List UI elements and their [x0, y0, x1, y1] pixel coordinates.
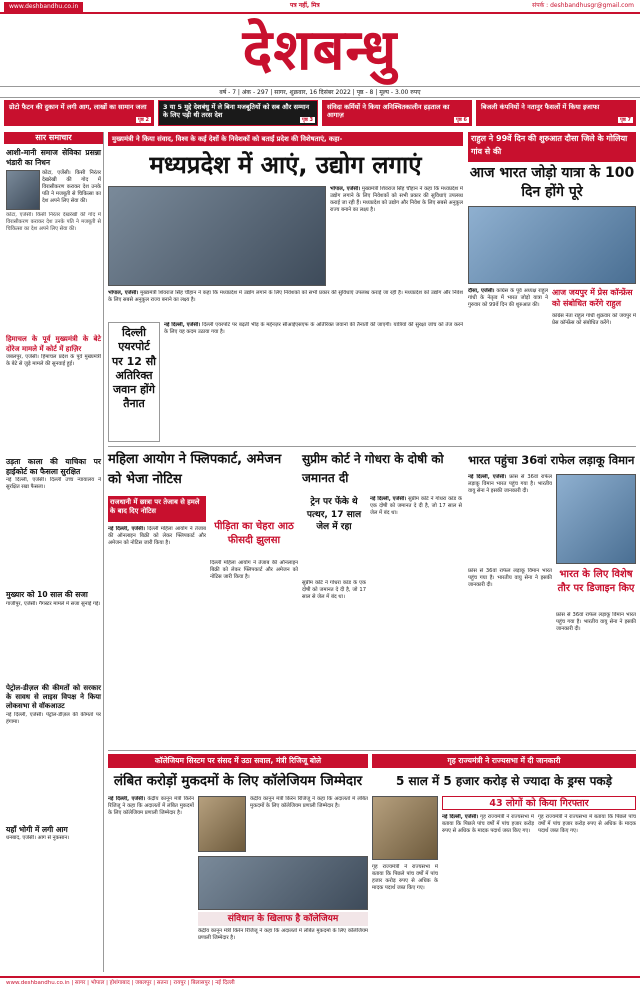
rahul-body-text: कांग्रेस के पूर्व अध्यक्ष राहुल गांधी के नेतृत्व में भारत जोड़ो यात्रा ने गुरुवार को 99वें दिन की शुरुआत की। [468, 288, 548, 309]
flipkart-body-text: दिल्ली महिला आयोग ने तेजाब की ऑनलाइन बिक्री को लेकर फ्लिपकार्ट और अमेजन को नोटिस जारी किया है। [108, 526, 206, 547]
collegium-sub: संविधान के खिलाफ है कॉलेजियम [198, 912, 368, 926]
drugs-headline[interactable]: 5 साल में 5 हजार करोड़ से ज्यादा के ड्रग्स पकड़े [395, 774, 613, 788]
lead-kicker: मुख्यमंत्री ने किया संवाद, विश्व के कई देशों के निवेशकों को बताईं प्रदेश की विशेषताएं, कहा- [108, 132, 463, 146]
masthead-title: देशबन्धु [242, 17, 398, 83]
strip-4[interactable] [476, 100, 636, 126]
airport-body [164, 322, 463, 442]
brief-body-2: जबलपुर, एजेंसी। हिमाचल प्रदेश के पूर्व मुख्यमंत्री के बेटे से जुड़े मामले की सुनवाई हुई। [6, 354, 101, 368]
godhra-body-text: सुप्रीम कोर्ट ने गोधरा कांड के एक दोषी को जमानत दे दी है, जो 17 साल से जेल में बंद था। [370, 496, 462, 517]
collegium-body [108, 796, 194, 972]
drugs-body-2: गृह राज्यमंत्री ने राज्यसभा में बताया कि पिछले पांच वर्षों में पांच हजार करोड़ रुपए से अधिक के मादक पदार्थ जब्त किए गए। [538, 814, 636, 835]
minister-photo [198, 796, 246, 852]
rahul-headline[interactable]: आज भारत जोड़ो यात्रा के 100 दिन होंगे पूरे [469, 165, 635, 200]
brief-body-6: धनबाद, एजेंसी। आग से नुकसान। [6, 834, 70, 841]
drugs-photo [372, 796, 438, 860]
lead-photo [108, 186, 326, 286]
collegium-kicker: कॉलेजियम सिस्टम पर संसद में उठा सवाल, मंत्री रिजिजू बोले [108, 754, 368, 768]
rafale-headline[interactable]: भारत पहुंचा 36वां राफेल लड़ाकू विमान [468, 453, 635, 467]
collegium-body-text: केंद्रीय कानून मंत्री किरेन रिजिजू ने कहा कि अदालतों में लंबित मुकदमों के लिए कॉलेजियम प्रणाली जिम्मेदार है। [108, 796, 194, 817]
strip-4-page: पृष्ठ 7 [619, 116, 631, 123]
drugs-body-3: गृह राज्यमंत्री ने राज्यसभा में बताया कि पिछले पांच वर्षों में पांच हजार करोड़ रुपए से अधिक के मादक पदार्थ जब्त किए गए। [372, 864, 438, 892]
strip-1-text: ग्रोटो फैटन की दुकान में लगी आग, लाखों का सामान जला [9, 103, 147, 111]
collegium-body-2: केंद्रीय कानून मंत्री किरेन रिजिजू ने कहा कि अदालतों में लंबित मुकदमों के लिए कॉलेजियम प्रणाली जिम्मेदार है। [250, 796, 368, 810]
contact-email[interactable]: संपर्क : deshbandhusgr@gmail.com [532, 2, 634, 9]
godhra-headline[interactable]: सुप्रीम कोर्ट ने गोधरा के दोषी को जमानत दी [302, 452, 444, 486]
section-header: सार समाचार [4, 132, 103, 144]
portrait-photo [6, 170, 40, 210]
flipkart-sub2: पीड़िता का चेहरा आठ फीसदी झुलसा [214, 521, 294, 546]
drugs-kicker: गृह राज्यमंत्री ने राज्यसभा में दी जानकारी [372, 754, 636, 768]
airport-body-text: दिल्ली एयरपोर्ट पर बढ़ती भीड़ के मद्देनज़र सीआईएसएफ के अतिरिक्त जवानों की तैनाती की जाएगी। यात्रियों की सुरक्षा जांच को तेज करने के लिए यह कदम उठाया गया है। [164, 322, 463, 336]
brief-headline-4[interactable]: मुख्यार को 10 साल की सजा [6, 590, 88, 600]
brief-body-3: नई दिल्ली, एजेंसी। दिल्ली उच्च न्यायालय ने सुरक्षित रखा फैसला। [6, 477, 101, 491]
flipkart-body-2: दिल्ली महिला आयोग ने तेजाब की ऑनलाइन बिक्री को लेकर फ्लिपकार्ट और अमेजन को नोटिस जारी किया है। [210, 560, 298, 581]
tagline: पत्र नहीं, मित्र [290, 2, 320, 9]
collegium-dateline: नई दिल्ली, एजेंसी। [108, 796, 146, 802]
lead-dateline: भोपाल, एजेंसी। [108, 290, 139, 296]
drugs-sub: 43 लोगों को किया गिरफ्तार [442, 796, 636, 810]
flipkart-dateline: नई दिल्ली, एजेंसी। [108, 526, 145, 532]
airport-side-headline[interactable]: दिल्ली एयरपोर्ट पर 12 सौ अतिरिक्त जवान होंगे तैनात [108, 322, 160, 442]
lead-dateline-2: भोपाल, एजेंसी। [330, 186, 361, 192]
lead-body [108, 290, 463, 318]
rafale-photo [556, 474, 636, 564]
collegium-body-3: केंद्रीय कानून मंत्री किरेन रिजिजू ने कहा कि अदालतों में लंबित मुकदमों के लिए कॉलेजियम प्रणाली जिम्मेदार है। [198, 928, 368, 942]
godhra-side: ट्रेन पर फेंके थे पत्थर, 17 साल जेल में रहा [306, 497, 362, 533]
divider-2 [108, 750, 636, 751]
rafale-body-2: फ्रांस से 36वां राफेल लड़ाकू विमान भारत पहुंच गया है। भारतीय वायु सेना ने इसकी जानकारी दी। [468, 568, 552, 589]
rahul-dateline: दौसा, एजेंसी। [468, 288, 495, 294]
flipkart-sub1: राजधानी में छात्रा पर तेजाब से हमले के बाद दिए नोटिस [108, 496, 206, 522]
website-link[interactable]: www.deshbandhu.co.in [4, 2, 83, 12]
rahul-kicker: राहुल ने 99वें दिन की शुरुआत दौसा जिले के गोलिया गांव से की [468, 132, 636, 162]
brief-body-1: कोटा, एजेंसी। किसी निरंतर देखरेखी की गोद में विरासीकरण कराकर देश उनके पति ने मजबूती से चिकित्सा का देश अपने लिए सेवा की। [42, 170, 101, 205]
strip-3-text: संविदा कर्मियों ने किया अनिश्चितकालीन हड़ताल का आगाज़ [327, 103, 450, 120]
footer: www.deshbandhu.co.in | सागर | भोपाल | होशंगाबाद | जबलपुर | सतना | रायपुर | बिलासपुर | नई दिल्ली [0, 976, 640, 989]
brief-headline-6[interactable]: यहाँ भोगी में लगी आग [6, 824, 68, 834]
strip-2[interactable] [158, 100, 318, 126]
lead-body-right [330, 186, 463, 286]
brief-headline-2[interactable]: हिमाचल के पूर्व मुख्यमंत्री के बेटे दोरेज मामले में कोर्ट में हाज़िर [6, 335, 101, 353]
strip-3-page: पृष्ठ 6 [455, 116, 467, 123]
jaipur-body: कांग्रेस नेता राहुल गांधी शुक्रवार को जयपुर में प्रेस कॉन्फ्रेंस को संबोधित करेंगे। [552, 312, 636, 326]
jaipur-headline[interactable]: आज जयपुर में प्रेस कॉन्फ्रेंस को संबोधित करेंगे राहुल [552, 288, 633, 308]
left-column [4, 132, 104, 972]
strip-2-page: पृष्ठ 3 [301, 116, 313, 123]
flipkart-headline[interactable]: महिला आयोग ने फ्लिपकार्ट, अमेजन को भेजा नोटिस [108, 452, 282, 487]
collegium-headline[interactable]: लंबित करोड़ों मुकदमों के लिए कॉलेजियम जिम्मेदार [113, 773, 363, 789]
brief-headline-5[interactable]: पेट्रोल-डीज़ल की कीमतों को सरकार के सावध से लाइस विपक्ष ने किया लोकसभा से वॉकआउट [6, 683, 101, 711]
jaipur-box [552, 288, 636, 438]
brief-headline-1[interactable]: आशी-मानी समाज सेविका प्रसन्ना भंडारी का निधन [6, 148, 101, 168]
strip-3[interactable] [322, 100, 472, 126]
brief-body-4: गाजीपुर, एजेंसी। गैंगस्टर मामले में सजा सुनाई गई। [6, 600, 101, 607]
rafale-body-text: फ्रांस से 36वां राफेल लड़ाकू विमान भारत पहुंच गया है। भारतीय वायु सेना ने इसकी जानकारी दी। [468, 474, 552, 495]
rafale-dateline: नई दिल्ली, एजेंसी। [468, 474, 507, 480]
top-bar [0, 0, 640, 14]
strip-1[interactable] [4, 100, 154, 126]
airport-dateline: नई दिल्ली, एजेंसी। [164, 322, 201, 328]
strip-4-text: बिजली कंपनियों ने नतानुर फैसलों में किया इजाफा [481, 103, 600, 111]
flipkart-body [108, 526, 206, 746]
strip-1-page: पृष्ठ 2 [137, 116, 149, 123]
godhra-body-2: सुप्रीम कोर्ट ने गोधरा कांड के एक दोषी को जमानत दे दी है, जो 17 साल से जेल में बंद था। [302, 580, 366, 601]
godhra-dateline: नई दिल्ली, एजेंसी। [370, 496, 407, 502]
godhra-body [370, 496, 462, 746]
lead-headline[interactable]: मध्यप्रदेश में आएं, उद्योग लगाएं [149, 151, 422, 179]
parliament-photo [198, 856, 368, 910]
lead-body-2: मुख्यमंत्री शिवराज सिंह चौहान ने कहा कि मध्यप्रदेश में उद्योग लगाने के लिए निवेशकों को सभी प्रकार की सुविधाएं उपलब्ध कराई जा रही हैं। मध्यप्रदेश को उद्योग और निवेश के लिए सबसे अनुकूल राज्य बनाने का लक्ष्य है। [330, 186, 463, 214]
strip-2-text: 3 या 5 मुद्दे देशबंधु में ले बिना मजबूतियों को सब और सम्मान के लिए पड़ी थी तरस देश [163, 103, 310, 120]
drugs-dateline: नई दिल्ली, एजेंसी। [442, 814, 479, 820]
drugs-body [442, 814, 534, 972]
rahul-body [468, 288, 548, 438]
lead-body-text: मुख्यमंत्री शिवराज सिंह चौहान ने कहा कि मध्यप्रदेश में उद्योग लगाने के लिए निवेशकों को सभी प्रकार की सुविधाएं उपलब्ध कराई जा रही हैं। मध्यप्रदेश को उद्योग और निवेश के लिए सबसे अनुकूल राज्य बनाने का लक्ष्य है। [108, 290, 463, 304]
rafale-body-3: फ्रांस से 36वां राफेल लड़ाकू विमान भारत पहुंच गया है। भारतीय वायु सेना ने इसकी जानकारी दी। [556, 612, 636, 633]
brief-body-5: नई दिल्ली, एजेंसी। पेट्रोल-डीज़ल की कीमतों पर हंगामा। [6, 711, 101, 725]
rahul-photo [468, 206, 636, 284]
rafale-sub: भारत के लिए विशेष तौर पर डिजाइन किए [557, 569, 635, 594]
edition-line: वर्ष - 7 | अंक - 297 | सागर, शुक्रवार, 16 दिसंबर 2022 | पृष्ठ - 8 | मूल्य - 3.00 रुपए [0, 86, 640, 98]
brief-headline-3[interactable]: उड़ता काला की याचिका पर हाईकोर्ट का फैसला सुरक्षित [6, 457, 101, 477]
drugs-body-text: गृह राज्यमंत्री ने राज्यसभा में बताया कि पिछले पांच वर्षों में पांच हजार करोड़ रुपए से अधिक के मादक पदार्थ जब्त किए गए। [442, 814, 534, 835]
rafale-body [468, 474, 552, 564]
divider [108, 446, 636, 447]
brief-filler-1: कोटा, एजेंसी। किसी निरंतर देखरेखी की गोद में विरासीकरण कराकर देश उनके पति ने मजबूती से चिकित्सा का देश अपने लिए सेवा की। [6, 212, 101, 233]
